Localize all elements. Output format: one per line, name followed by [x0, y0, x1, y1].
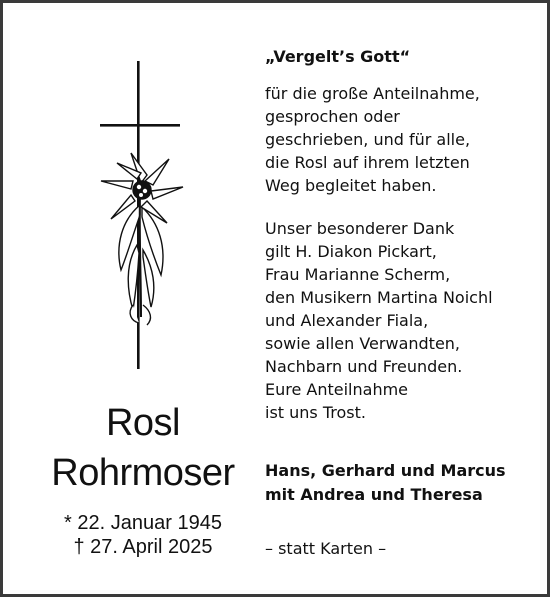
special-thanks-line: Unser besonderer Dank [265, 219, 455, 238]
thanks-line: die Rosl auf ihrem letzten [265, 153, 470, 172]
deceased-last-name: Rohrmoser [51, 452, 235, 494]
heading: „Vergelt’s Gott“ [265, 47, 411, 66]
special-thanks-line: Nachbarn und Freunden. [265, 357, 463, 376]
birth-date: * 22. Januar 1945 [64, 512, 222, 534]
thanks-text [265, 45, 547, 424]
special-thanks-line: den Musikern Martina Noichl [265, 288, 493, 307]
cross-edelweiss-artwork [87, 55, 197, 375]
special-thanks-line: Eure Anteilnahme [265, 380, 409, 399]
thanks-line: geschrieben, und für alle, [265, 130, 471, 149]
family-signature [265, 459, 506, 507]
deceased-first-name: Rosl [105, 402, 181, 444]
family-line: Hans, Gerhard und Marcus [265, 461, 506, 480]
thanks-line: für die große Anteilnahme, [265, 84, 480, 103]
thanks-line: Weg begleitet haben. [265, 176, 437, 195]
family-line: mit Andrea und Theresa [265, 485, 483, 504]
edelweiss-icon [101, 153, 183, 325]
death-date: † 27. April 2025 [73, 536, 213, 558]
thanks-line: gesprochen oder [265, 107, 400, 126]
life-dates [23, 511, 263, 559]
special-thanks-line: ist uns Trost. [265, 403, 366, 422]
special-thanks-line: sowie allen Verwandten, [265, 334, 461, 353]
no-cards-note: – statt Karten – [265, 539, 387, 558]
special-thanks-line: Frau Marianne Scherm, [265, 265, 451, 284]
special-thanks-line: gilt H. Diakon Pickart, [265, 242, 437, 261]
special-thanks-line: und Alexander Fiala, [265, 311, 429, 330]
